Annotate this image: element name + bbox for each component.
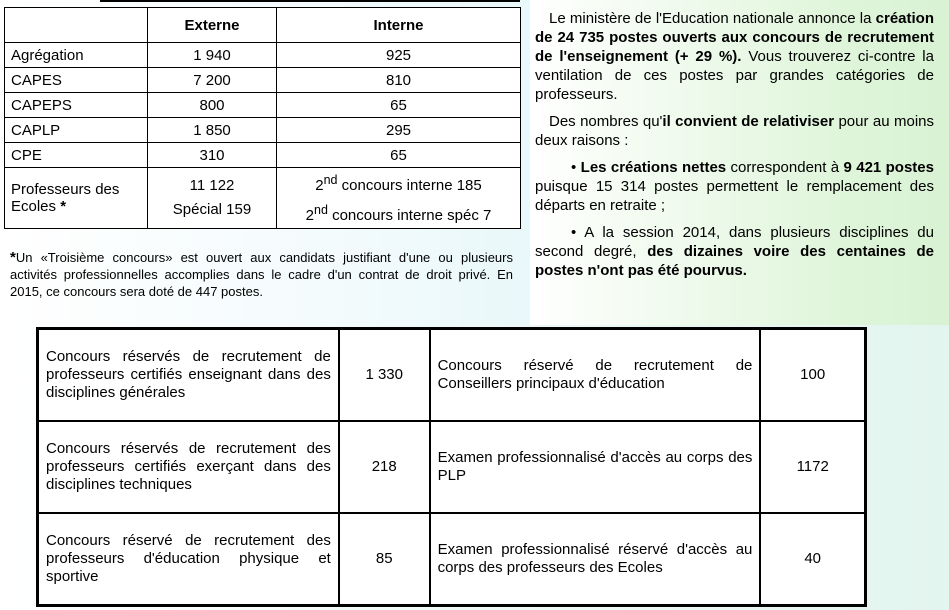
reserved-competitions-table [36, 327, 867, 607]
interne-value [277, 168, 521, 229]
row-label: Agrégation [5, 43, 148, 68]
competition-description: Concours réservés de recrutement de professeurs certifiés enseignant dans des disciplines générales [38, 329, 339, 421]
externe-value: 800 [148, 93, 277, 118]
competition-count: 218 [339, 421, 430, 513]
competition-count: 40 [760, 513, 865, 605]
externe-value [148, 168, 277, 229]
externe-value: 7 200 [148, 68, 277, 93]
externe-value: 1 940 [148, 43, 277, 68]
footnote-star: * [10, 249, 16, 266]
pe-interne-2: 2nd concours interne spéc 7 [305, 203, 492, 224]
table-row [5, 143, 521, 168]
row-label: CAPLP [5, 118, 148, 143]
competition-count: 1172 [760, 421, 865, 513]
header-interne: Interne [277, 8, 521, 43]
header-externe: Externe [148, 8, 277, 43]
pe-label-star: * [60, 198, 67, 215]
competition-count: 85 [339, 513, 430, 605]
competition-description: Concours réservé de recrutement de Conseillers principaux d'éducation [430, 329, 761, 421]
competition-count: 1 330 [339, 329, 430, 421]
pe-interne-1: 2nd concours interne 185 [315, 173, 482, 194]
paragraph-bullet-session-2014: • A la session 2014, dans plusieurs disciplines du second degré, des dizaines voire des centaines de postes n'ont pas été pourvus. [535, 224, 934, 279]
table-header-row [5, 8, 521, 43]
pe-externe-2: Spécial 159 [172, 201, 252, 218]
paragraph-bullet-net-creations: • Les créations nettes correspondent à 9 421 postes puisque 15 314 postes permettent le remplacement des départs en retraite ; [535, 159, 934, 214]
header-empty [5, 8, 148, 43]
pe-externe-1: 11 122 [189, 177, 235, 194]
table-row [5, 43, 521, 68]
table-row [38, 513, 865, 605]
table-row [5, 118, 521, 143]
paragraph-relativize: Des nombres qu'il convient de relativiser pour au moins deux raisons : [535, 113, 934, 149]
interne-value: 925 [277, 43, 521, 68]
paragraph-announcement: Le ministère de l'Education nationale annonce la création de 24 735 postes ouverts aux concours de recrutement de l'enseignement (+ 29 %). Vous trouverez ci-contre la ventilation de ces postes par grandes catégories de professeurs. [535, 10, 934, 103]
competition-description: Concours réservé de recrutement des professeurs d'éducation physique et sportive [38, 513, 339, 605]
competition-description: Examen professionnalisé réservé d'accès au corps des professeurs des Ecoles [430, 513, 761, 605]
externe-value: 1 850 [148, 118, 277, 143]
pe-label-line1: Professeurs des [11, 181, 120, 198]
row-label: CAPEPS [5, 93, 148, 118]
table-row [38, 329, 865, 421]
footnote [10, 249, 513, 300]
competition-count: 100 [760, 329, 865, 421]
table-row [5, 68, 521, 93]
row-label [5, 168, 148, 229]
interne-value: 65 [277, 93, 521, 118]
row-label: CPE [5, 143, 148, 168]
row-label: CAPES [5, 68, 148, 93]
externe-value: 310 [148, 143, 277, 168]
top-rule [100, 0, 520, 2]
bullet-icon: • [571, 159, 577, 176]
table-row [5, 93, 521, 118]
bullet-icon: • [571, 224, 577, 241]
interne-value: 295 [277, 118, 521, 143]
interne-value: 810 [277, 68, 521, 93]
pe-label-line2: Ecoles [11, 198, 57, 215]
competition-description: Examen professionnalisé d'accès au corps des PLP [430, 421, 761, 513]
interne-value: 65 [277, 143, 521, 168]
footnote-text: Un «Troisième concours» est ouvert aux candidats justifiant d'une ou plusieurs activités professionnelles accomplies dans le cadre d'un contrat de droit privé. En 2015, ce concours sera doté de 447 postes. [10, 250, 513, 299]
competition-description: Concours réservés de recrutement des professeurs certifiés exerçant dans des disciplines techniques [38, 421, 339, 513]
positions-table [4, 7, 521, 229]
announcement-text [535, 9, 934, 288]
table-row [38, 421, 865, 513]
table-row-professeurs-ecoles [5, 168, 521, 229]
